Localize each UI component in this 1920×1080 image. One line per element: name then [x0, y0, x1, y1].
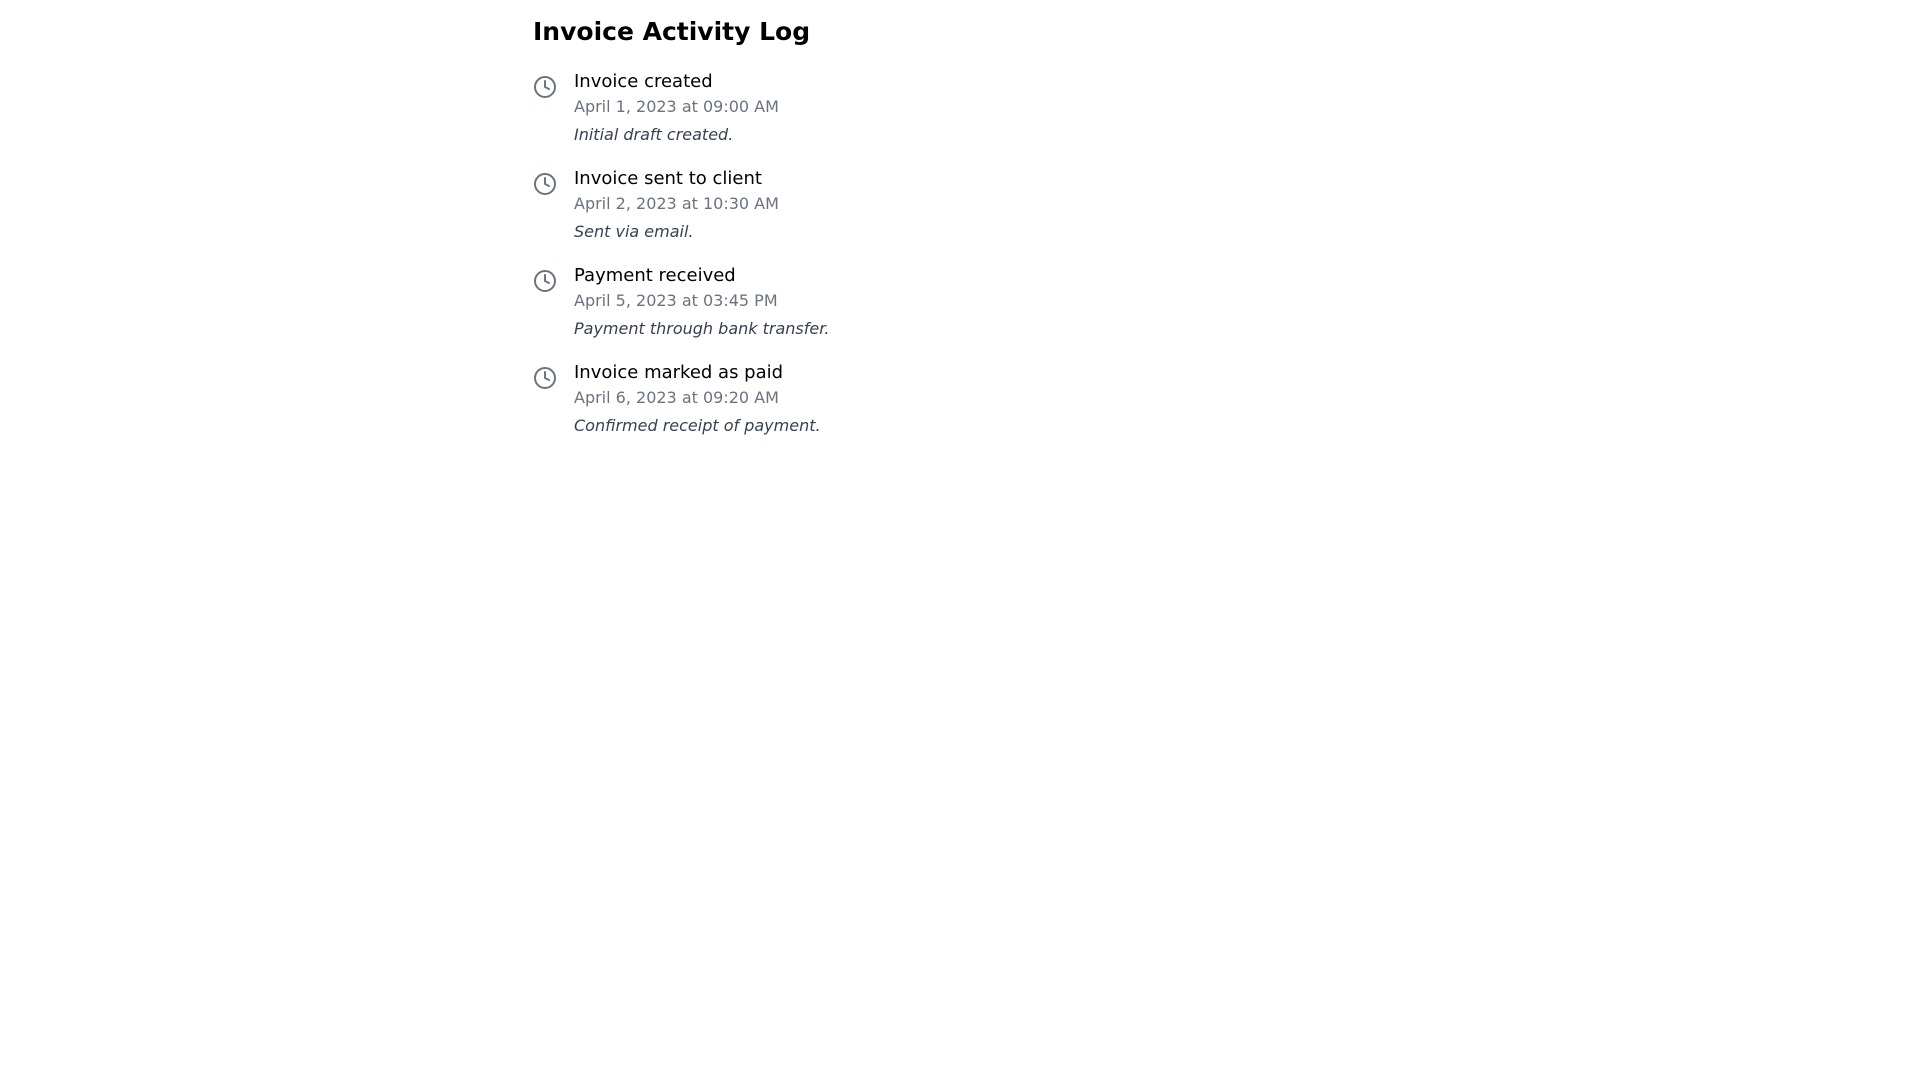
clock-icon: [533, 366, 557, 390]
entry-note: Confirmed receipt of payment.: [574, 416, 821, 435]
entry-timestamp: April 1, 2023 at 09:00 AM: [574, 97, 779, 116]
list-item: [533, 167, 1387, 264]
clock-icon: [533, 172, 557, 196]
entry-timestamp: April 6, 2023 at 09:20 AM: [574, 388, 779, 407]
activity-list: [533, 70, 1387, 458]
list-item: [533, 70, 1387, 167]
entry-note: Sent via email.: [574, 222, 694, 241]
page-title: Invoice Activity Log: [533, 17, 811, 46]
list-item: [533, 361, 1387, 458]
entry-body: [574, 167, 779, 242]
entry-timestamp: April 5, 2023 at 03:45 PM: [574, 291, 778, 310]
entry-note: Payment through bank transfer.: [574, 319, 830, 338]
clock-icon: [533, 269, 557, 293]
activity-log-panel: [533, 0, 1387, 458]
entry-title: Payment received: [574, 265, 736, 286]
entry-note: Initial draft created.: [574, 125, 734, 144]
entry-body: [574, 264, 829, 339]
entry-title: Invoice marked as paid: [574, 362, 784, 383]
clock-icon: [533, 75, 557, 99]
entry-timestamp: April 2, 2023 at 10:30 AM: [574, 194, 779, 213]
entry-title: Invoice sent to client: [574, 168, 762, 189]
entry-title: Invoice created: [574, 71, 713, 92]
list-item: [533, 264, 1387, 361]
entry-body: [574, 70, 779, 145]
entry-body: [574, 361, 821, 436]
